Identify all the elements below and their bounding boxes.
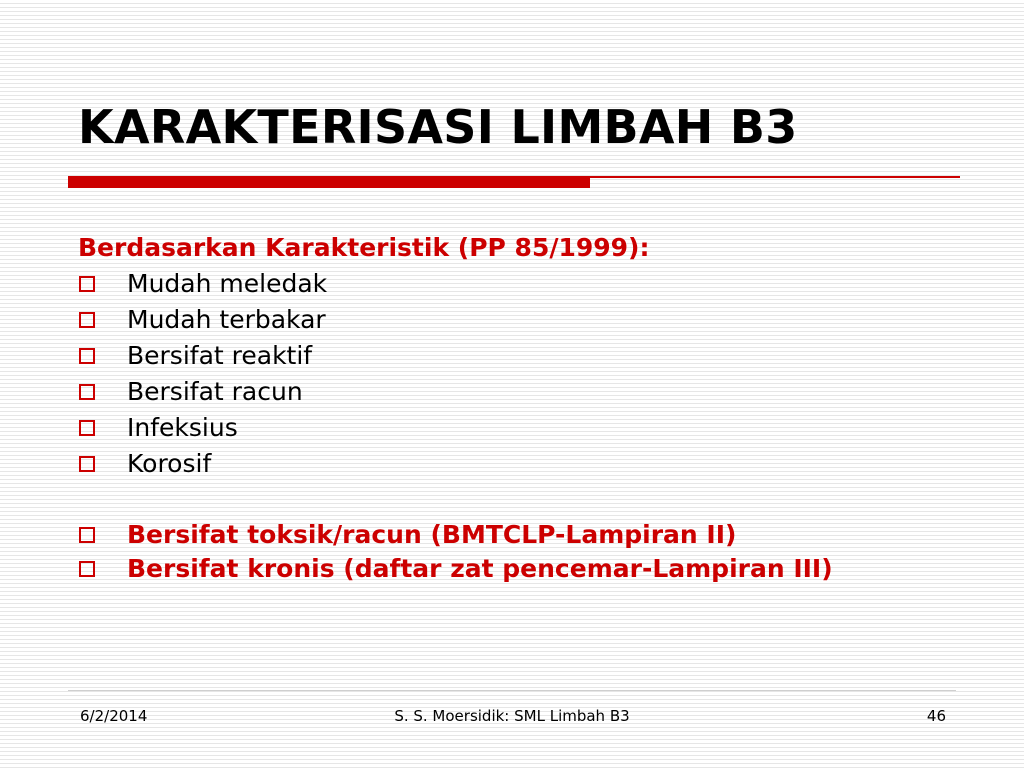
list-item [78, 266, 958, 302]
slide-content [78, 230, 958, 586]
highlighted-list [78, 518, 958, 586]
title-underline-thin [590, 176, 960, 178]
hollow-square-icon [79, 527, 95, 543]
hollow-square-icon [79, 420, 95, 436]
list-item-text: Infeksius [127, 413, 238, 442]
list-item [78, 410, 958, 446]
hollow-square-icon [79, 276, 95, 292]
list-item [78, 518, 958, 552]
title-underline-thick [68, 176, 590, 188]
hollow-square-icon [79, 456, 95, 472]
list-item [78, 338, 958, 374]
list-item-text: Mudah meledak [127, 269, 328, 298]
hollow-square-icon [79, 348, 95, 364]
list-item-text: Bersifat racun [127, 377, 303, 406]
footer-divider [68, 690, 956, 691]
list-item-text: Mudah terbakar [127, 305, 326, 334]
intro-heading: Berdasarkan Karakteristik (PP 85/1999): [78, 233, 650, 262]
slide-title: KARAKTERISASI LIMBAH B3 [78, 100, 798, 154]
hollow-square-icon [79, 312, 95, 328]
footer-page-number: 46 [926, 707, 946, 725]
list-item [78, 446, 958, 482]
list-item [78, 302, 958, 338]
list-item-text: Korosif [127, 449, 212, 478]
list-item [78, 374, 958, 410]
list-item-text: Bersifat reaktif [127, 341, 313, 370]
footer-date: 6/2/2014 [80, 707, 148, 725]
list-spacer [78, 482, 958, 518]
list-item-text: Bersifat toksik/racun (BMTCLP-Lampiran II) [127, 520, 737, 549]
footer-author: S. S. Moersidik: SML Limbah B3 [394, 707, 630, 725]
hollow-square-icon [79, 384, 95, 400]
list-item-text: Bersifat kronis (daftar zat pencemar-Lampiran III) [127, 554, 833, 583]
hollow-square-icon [79, 561, 95, 577]
list-item [78, 552, 958, 586]
characteristics-list [78, 266, 958, 482]
